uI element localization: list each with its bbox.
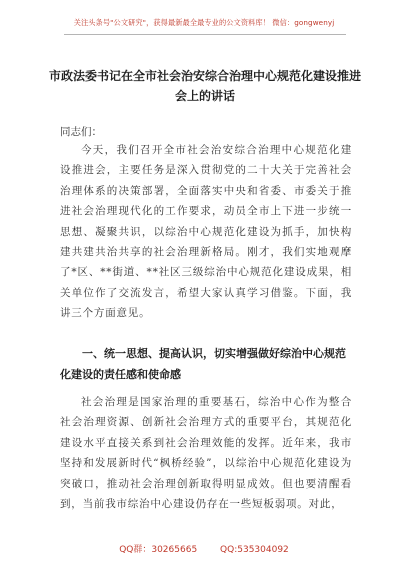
section-heading-1: 一、统一思想、提高认识，切实增强做好综治中心规范化建设的责任感和使命感 [60,347,346,381]
paragraph-body: 社会治理是国家治理的重要基石，综治中心作为整合社会治理资源、创新社会治理方式的重要平台，其规范化建设水平直接关系到社会治理效能的发挥。近年来，我市坚持和发展新时代“枫桥经验”，以综治中心规范化建设为突破口，推动社会治理创新取得明显成效。但也要清醒看到，当前我市综治中心建设仍存在一些短板弱项。对此， [60,396,352,511]
document-title: 市政法委书记在全市社会治安综合治理中心规范化建设推进会上的讲话 [48,69,361,103]
footer-contact [0,542,408,555]
header-banner: 关注头条号"公文研究"，获得最新最全最专业的公文资料库！ 微信：gongwenyj [73,18,335,27]
paragraph-intro: 今天，我们召开全市社会治安综合治理中心规范化建设推进会，主要任务是深入贯彻党的二十大关于完善社会治理体系的决策部署，全面落实中央和省委、市委关于推进社会治理现代化的工作要求，动员全市上下进一步统一思想、凝聚共识，以综治中心规范化建设为抓手，加快构建共建共治共享的社会治理新格局。刚才，我们实地观摩了*区、**街道、**社区三级综治中心规范化建设成果，相关单位作了交流发言，希望大家认真学习借鉴。下面，我讲三个方面意见。 [60,144,352,320]
header-divider [64,34,346,35]
salutation: 同志们： [60,126,102,138]
footer-qq-group: QQ群：30265665 [119,545,198,555]
footer-qq: QQ:535304092 [220,545,289,555]
